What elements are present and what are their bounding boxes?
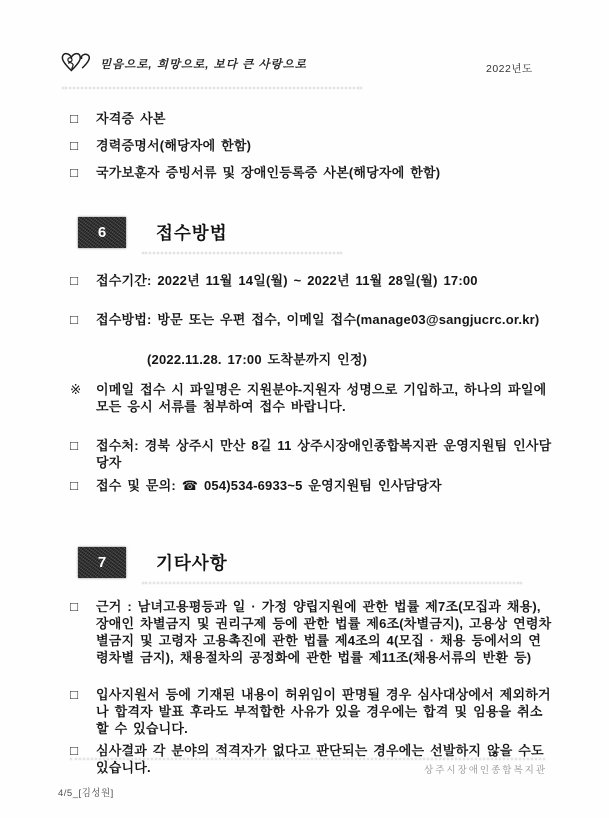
list-item-apply-method: [70, 311, 560, 328]
scan-artifact-line: [62, 87, 362, 89]
contact-number: 054)534-6933~5 운영지원팀 인사담당자: [198, 478, 442, 493]
section-header-etc: [78, 547, 228, 578]
list-item-legal-basis: [70, 598, 552, 666]
list-item-apply-contact: [70, 477, 550, 494]
section-number-badge: 6: [78, 217, 126, 248]
checkbox-icon: □: [70, 138, 79, 153]
header-year-label: 2022년도: [486, 63, 533, 75]
legal-basis-text: 근거 : 남녀고용평등과 일 · 가정 양립지원에 관한 법률 제7조(모집과 채용), 장애인 차별금지 및 권리구제 등에 관한 법률 제6조(차별금지), 고용상 연령차별금지 및 고령자 고용촉진에 관한 법률 제4조의 4(모집 · 채용 등에서의 연령차별 금지), 채용절차의 공정화에 관한 법률 제11조(채용서류의 반환 등): [96, 599, 552, 665]
false-info-text: 입사지원서 등에 기재된 내용이 허위임이 판명될 경우 심사대상에서 제외하거나 합격자 발표 후라도 부적합한 사유가 있을 경우에는 합격 및 임용을 취소할 수 있습니다.: [96, 687, 551, 736]
checkbox-icon: □: [70, 312, 79, 327]
checkbox-icon: □: [70, 599, 79, 614]
checkbox-icon: □: [70, 687, 79, 702]
list-item-email-note: [70, 381, 552, 415]
checkbox-icon: □: [70, 165, 79, 180]
list-item-label: 국가보훈자 증빙서류 및 장애인등록증 사본(해당자에 한함): [96, 165, 441, 180]
contact-label: 접수 및 문의:: [96, 478, 182, 493]
section-title: 접수방법: [156, 223, 228, 243]
document-header: [60, 50, 550, 78]
email-note-text: 이메일 접수 시 파일명은 지원분야-지원자 성명으로 기입하고, 하나의 파일에 모든 응시 서류를 첨부하여 접수 바랍니다.: [96, 382, 547, 414]
list-item-label: 자격증 사본: [96, 111, 166, 126]
section-header-apply: [78, 217, 228, 248]
apply-contact-text: [96, 477, 550, 494]
scan-artifact-line: [142, 252, 342, 254]
list-item-license-copy: [70, 110, 550, 127]
phone-icon: ☎: [181, 478, 199, 493]
apply-method-text: 접수방법: 방문 또는 우편 접수, 이메일 접수(manage03@sangjucrc.or.kr): [96, 312, 540, 327]
list-item-apply-address: [70, 437, 560, 471]
apply-address-text: 접수처: 경북 상주시 만산 8길 11 상주시장애인종합복지관 운영지원팀 인사담당자: [96, 438, 552, 470]
checkbox-icon: □: [70, 478, 79, 493]
section-title: 기타사항: [156, 553, 228, 573]
checkbox-icon: □: [70, 438, 79, 453]
list-item-veteran-disability-docs: [70, 164, 550, 181]
list-item-apply-period: [70, 272, 550, 289]
list-item-false-info: [70, 686, 552, 737]
heart-people-logo-icon: [60, 50, 92, 78]
section-number-badge: 7: [78, 547, 126, 578]
header-slogan: 믿음으로, 희망으로, 보다 큰 사랑으로: [100, 59, 307, 71]
footer-page-label: 4/5_[김성원]: [58, 788, 114, 799]
checkbox-icon: □: [70, 273, 79, 288]
scan-artifact-line: [142, 582, 522, 584]
list-item-label: 경력증명서(해당자에 한함): [96, 138, 252, 153]
footer-org-name: 상주시장애인종합복지관: [424, 765, 547, 776]
no-selection-text: 심사결과 각 분야의 적격자가 없다고 판단되는 경우에는 선발하지 않을 수도 있습니다.: [96, 743, 544, 775]
checkbox-icon: □: [70, 743, 79, 758]
checkbox-icon: □: [70, 111, 79, 126]
reference-mark-icon: ※: [70, 382, 82, 397]
apply-period-text: 접수기간: 2022년 11월 14일(월) ~ 2022년 11월 28일(월) 17:00: [96, 273, 478, 288]
apply-method-deadline-note: (2022.11.28. 17:00 도착분까지 인정): [147, 352, 368, 367]
scan-artifact-line: [70, 758, 545, 760]
list-item-career-certificate: [70, 137, 550, 154]
